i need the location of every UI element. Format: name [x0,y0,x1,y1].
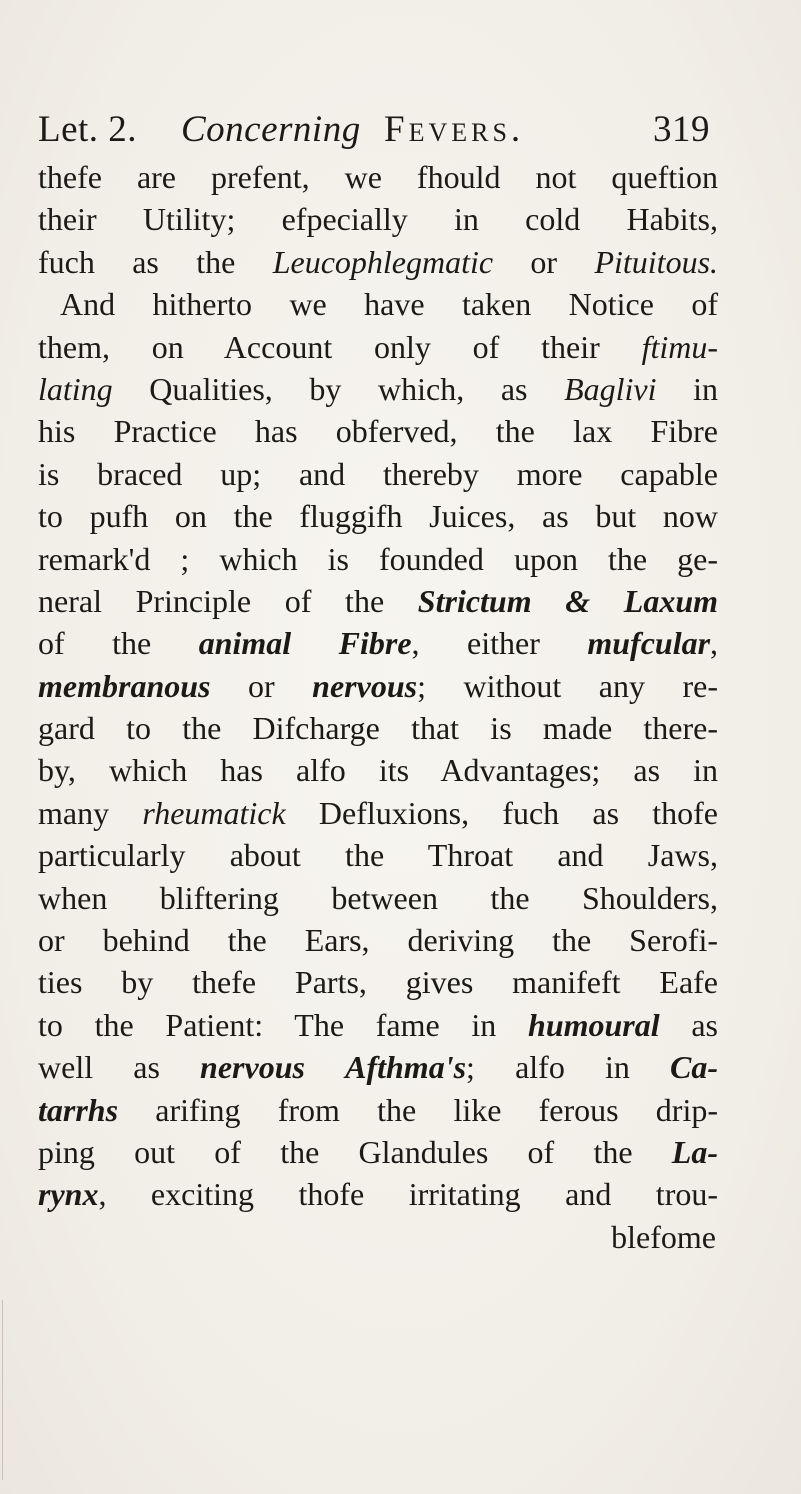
text-run: thefe are prefent, we fhould not queftion [38,159,718,195]
text-line [38,707,718,749]
text-line [38,198,718,240]
text-run: by, which has alfo its Advantages; as in [38,752,718,789]
text-run: to pufh on the fluggifh Juices, as but now [38,498,718,535]
text-run: of the [38,625,199,662]
text-line [38,877,718,919]
italic-run: mufcular [587,625,711,662]
text-run: , [710,625,719,662]
text-line [38,326,718,368]
text-line [38,410,718,452]
text-run: , either [411,625,588,662]
text-run: or [210,667,313,704]
text-run: when bliftering between the Shoulders, [38,879,718,916]
text-run: as [659,1006,719,1043]
text-run: in [656,370,719,407]
text-run: ties by thefe Parts, gives manifeft Eafe [38,964,718,1001]
page-edge-line [2,1300,3,1480]
page-number: 319 [653,109,710,150]
italic-run: Pituitous. [594,243,719,280]
italic-run: Leucophlegmatic [272,243,494,280]
text-run: or [493,243,595,280]
catchword [38,1216,718,1258]
text-run: blefome [611,1218,716,1255]
italic-run: Strictum & Laxum [417,582,719,619]
italic-run: Ca- [670,1049,719,1086]
text-run: ping out of the Glandules of the [38,1133,672,1170]
text-run: , exciting thofe irritating and trou- [98,1176,718,1213]
text-line [38,453,718,495]
text-run: is braced up; and thereby more capable [38,455,718,492]
text-run: neral Principle of the [38,582,418,619]
italic-run: tarrhs [38,1091,119,1128]
running-header [38,100,718,160]
text-line [38,580,718,622]
italic-run: La- [671,1133,718,1170]
italic-run: lating [38,370,113,407]
text-line [38,665,718,707]
body-text [38,156,718,1258]
text-line [38,961,718,1003]
text-run: to the Patient: The fame in [38,1006,529,1043]
text-run: ; without any re- [417,667,719,704]
italic-run: animal Fibre [198,625,412,662]
text-line [38,834,718,876]
chapter-label: Let. 2. [38,109,138,150]
header-title-caps: Fevers. [384,109,525,150]
text-line [38,1046,718,1088]
text-run [305,1049,345,1085]
italic-run: humoural [528,1006,660,1043]
text-line [38,919,718,961]
italic-run: nervous [200,1049,305,1086]
text-run: his Practice has obferved, the lax Fibre [38,413,718,450]
text-run: fuch as the [38,243,273,280]
text-run: their Utility; efpecially in cold Habits, [38,201,718,238]
text-run: well as [38,1049,201,1086]
text-run: particularly about the Throat and Jaws, [38,837,718,874]
header-title-italic: Concerning [181,109,361,150]
text-line [38,749,718,791]
text-run: remark'd ; which is founded upon the ge- [38,540,718,577]
text-line [38,1004,718,1046]
text-run: Defluxions, fuch as thofe [285,794,719,831]
text-line [38,1089,718,1131]
text-line [38,368,718,410]
text-run: them, on Account only of their [38,328,642,365]
italic-run: rynx [38,1176,99,1213]
text-line [38,156,718,198]
text-line [38,538,718,580]
text-run: Qualities, by which, as [112,370,565,407]
italic-run: ftimu- [641,328,718,365]
text-run: And hitherto we have taken Notice of [60,286,718,323]
text-line [38,241,718,283]
text-line [38,495,718,537]
italic-run: Baglivi [564,370,657,407]
italic-run: nervous [312,667,418,704]
italic-run: membranous [38,667,211,704]
text-line [38,792,718,834]
text-line [38,283,718,325]
text-line [38,1173,718,1215]
italic-run: rheumatick [142,794,286,831]
text-run: ; alfo in [466,1049,671,1086]
text-run: many [38,794,143,831]
text-run: arifing from the like ferous drip- [118,1091,718,1128]
italic-run: Afthma's [345,1049,467,1086]
text-run: or behind the Ears, deriving the Serofi- [38,922,718,959]
text-line [38,1131,718,1173]
text-line [38,622,718,664]
text-run: gard to the Difcharge that is made there- [38,710,718,747]
